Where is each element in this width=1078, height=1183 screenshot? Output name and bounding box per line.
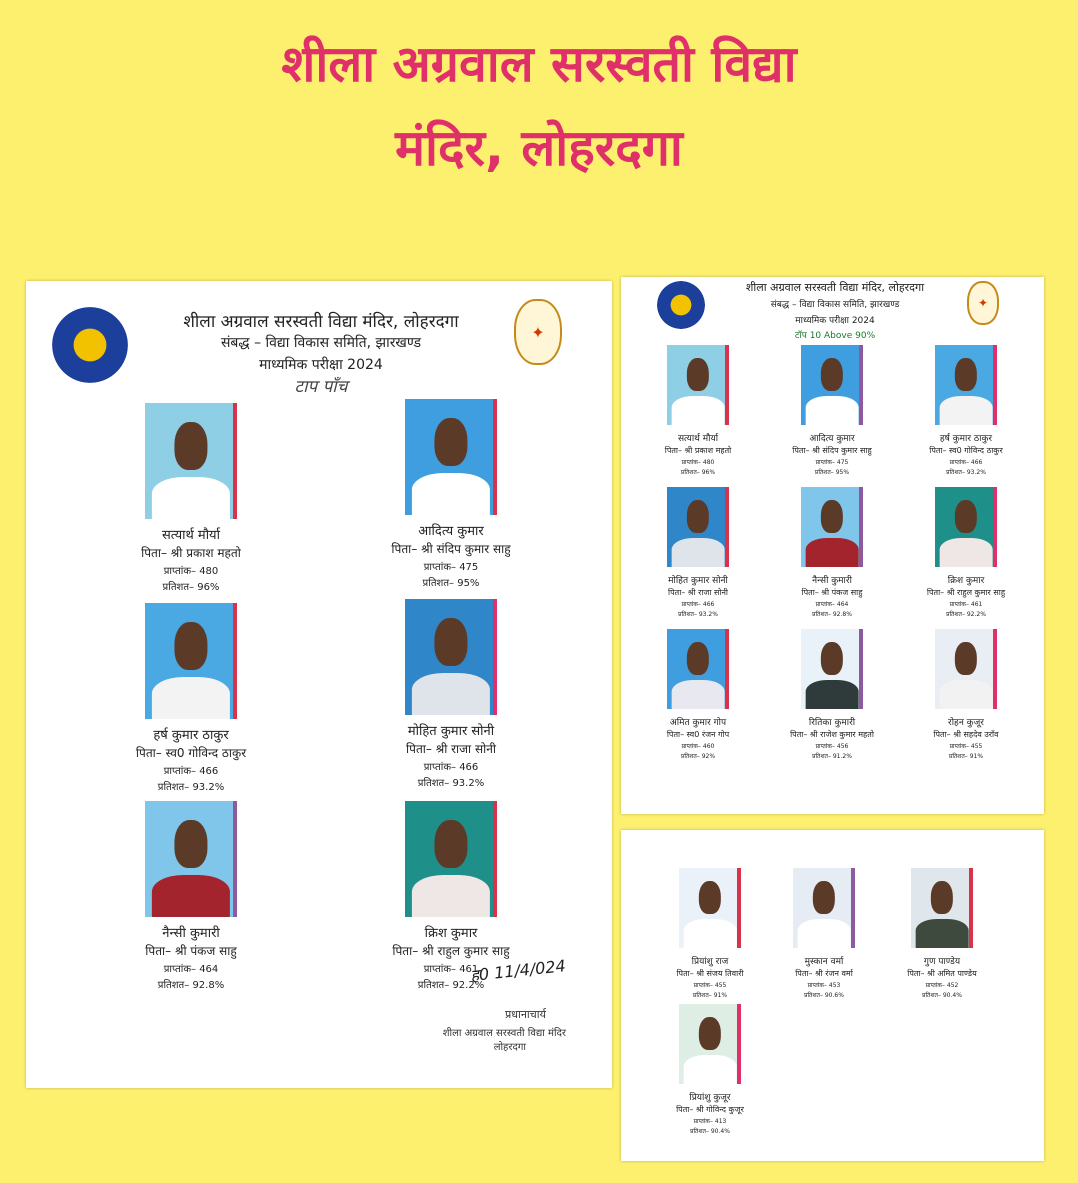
student-photo [405,599,497,715]
school-name-small: शीला अग्रवाल सरस्वती विद्या मंदिर, लोहरदगा [745,281,925,294]
student-photo [935,629,997,709]
student-name: नैन्सी कुमारी [162,926,220,941]
father-name: पिता– स्व0 गोविन्द ठाकुर [135,746,247,760]
student-name: मुस्कान वर्मा [804,957,844,967]
percentage: प्रतिशत– 91.2% [812,753,852,760]
student-card [899,629,1033,760]
percentage: प्रतिशत– 96% [162,582,220,593]
student-name: हर्ष कुमार ठाकुर [939,434,993,444]
student-photo [667,629,729,709]
percentage: प्रतिशत– 91% [948,753,984,760]
lamp-emblem-logo-small: ✦ [967,281,999,325]
percentage: प्रतिशत– 93.2% [157,782,225,793]
percentage: प्रतिशत– 92.8% [157,980,225,991]
student-card [86,603,296,793]
student-photo [793,868,855,948]
percentage: प्रतिशत– 90.4% [922,992,962,999]
percentage: प्रतिशत– 92.2% [946,611,986,618]
student-name: मोहित कुमार सोनी [668,576,728,586]
father-name: पिता– श्री पंकज साहु [145,944,237,958]
student-photo [935,345,997,425]
lamp-emblem-logo: ✦ [514,299,562,365]
student-card [877,868,1007,999]
student-photo [145,801,237,917]
student-name: आदित्य कुमार [418,524,484,539]
father-name: पिता– श्री संदिप कुमार साहु [792,446,872,455]
father-name: पिता– श्री अमित पाण्डेय [907,969,977,978]
marks: प्राप्तांक– 455 [949,743,983,750]
marks: प्राप्तांक– 464 [815,601,849,608]
student-card [765,629,899,760]
father-name: पिता– श्री गोविन्द कुजूर [676,1105,744,1114]
marks: प्राप्तांक– 466 [949,459,983,466]
student-card [759,868,889,999]
marks: प्राप्तांक– 461 [949,601,983,608]
student-photo [679,1004,741,1084]
school-emblem-logo [52,307,128,383]
page-title [0,22,1078,190]
marks: प्राप्तांक– 413 [693,1118,727,1125]
principal-place: लोहरदगा [493,1042,526,1053]
student-card [765,487,899,618]
student-card [899,345,1033,476]
percentage: प्रतिशत– 96% [680,469,716,476]
marks: प्राप्तांक– 455 [693,982,727,989]
father-name: पिता– श्री संदिप कुमार साहु [391,542,511,556]
marks: प्राप्तांक– 461 [423,964,479,975]
student-photo [405,801,497,917]
marks: प्राप्तांक– 453 [807,982,841,989]
principal-school: शीला अग्रवाल सरस्वती विद्या मंदिर [442,1028,566,1039]
student-name: प्रियांशु कुजूर [689,1093,731,1103]
student-photo [667,345,729,425]
marks: प्राप्तांक– 466 [681,601,715,608]
exam-name-small: माध्यमिक परीक्षा 2024 [795,316,875,326]
school-emblem-logo-small [657,281,705,329]
student-name: रितिका कुमारी [808,718,856,728]
student-photo [679,868,741,948]
student-name: रोहन कुजूर [948,718,984,728]
percentage: प्रतिशत– 95% [814,469,850,476]
student-name: क्रिश कुमार [424,926,478,941]
percentage: प्रतिशत– 92% [680,753,716,760]
student-card [631,629,765,760]
marks: प्राप्तांक– 460 [681,743,715,750]
marks: प्राप्तांक– 456 [815,743,849,750]
father-name: पिता– श्री राहुल कुमार साहु [926,588,1006,597]
student-photo [145,603,237,719]
student-card [645,1004,775,1135]
student-card [765,345,899,476]
father-name: पिता– स्व0 रंजन गोप [666,730,730,739]
student-card [86,801,296,991]
percentage: प्रतिशत– 93.2% [417,778,485,789]
percentage: प्रतिशत– 90.4% [690,1128,730,1135]
student-card [631,487,765,618]
father-name: पिता– श्री पंकज साहु [801,588,863,597]
student-card [899,487,1033,618]
student-name: क्रिश कुमार [947,576,985,586]
marks: प्राप्तांक– 480 [163,566,219,577]
student-name: नैन्सी कुमारी [812,576,852,586]
father-name: पिता– श्री राजा सोनी [668,588,728,597]
student-photo [801,629,863,709]
student-name: आदित्य कुमार [809,434,855,444]
student-card [346,599,556,789]
marks: प्राप्तांक– 475 [815,459,849,466]
father-name: पिता– श्री प्रकाश महतो [141,546,241,560]
percentage: प्रतिशत– 91% [692,992,728,999]
student-photo [145,403,237,519]
student-photo [935,487,997,567]
father-name: पिता– स्व0 गोविन्द ठाकुर [929,446,1003,455]
father-name: पिता– श्री राजा सोनी [406,742,496,756]
marks: प्राप्तांक– 475 [423,562,479,573]
student-photo [911,868,973,948]
signature-scribble: ह0 11/4/024 [469,956,567,986]
student-card [631,345,765,476]
father-name: पिता– श्री संजय तिवारी [676,969,744,978]
school-name: शीला अग्रवाल सरस्वती विद्या मंदिर, लोहरदगा [183,312,459,332]
top-ten-sheet [621,277,1044,814]
percentage: प्रतिशत– 93.2% [678,611,718,618]
title-line-1: शीला अग्रवाल सरस्वती विद्या [281,35,797,93]
marks: प्राप्तांक– 452 [925,982,959,989]
handwritten-top-five: टाप पाँच [294,377,348,397]
student-photo [405,399,497,515]
student-name: प्रियांशु राज [691,957,729,967]
student-card [645,868,775,999]
student-name: अमित कुमार गोप [669,718,727,728]
exam-name: माध्यमिक परीक्षा 2024 [259,357,383,373]
father-name: पिता– श्री राहुल कुमार साहु [392,944,510,958]
student-photo [801,487,863,567]
affiliation: संबद्ध – विद्या विकास समिति, झारखण्ड [220,335,422,351]
student-name: हर्ष कुमार ठाकुर [153,728,229,743]
principal-title: प्रधानाचार्य [504,1008,546,1021]
percentage: प्रतिशत– 93.2% [946,469,986,476]
remaining-students-sheet [621,830,1044,1161]
student-card [346,399,556,589]
marks: प्राप्तांक– 466 [163,766,219,777]
student-name: गुण पाण्डेय [923,957,961,967]
marks: प्राप्तांक– 466 [423,762,479,773]
student-photo [667,487,729,567]
student-name: सत्यार्थ मौर्या [162,528,220,543]
father-name: पिता– श्री रंजन वर्मा [795,969,853,978]
marks: प्राप्तांक– 480 [681,459,715,466]
affiliation-small: संबद्ध – विद्या विकास समिति, झारखण्ड [770,300,900,310]
father-name: पिता– श्री सहदेव उराँव [933,730,999,739]
percentage: प्रतिशत– 92.8% [812,611,852,618]
student-name: सत्यार्थ मौर्या [677,434,719,444]
title-line-2: मंदिर, लोहरदगा [395,119,683,177]
student-photo [801,345,863,425]
percentage: प्रतिशत– 95% [422,578,480,589]
student-name: मोहित कुमार सोनी [407,724,495,739]
student-card [86,403,296,593]
father-name: पिता– श्री प्रकाश महतो [664,446,732,455]
top-five-sheet [26,281,612,1088]
percentage: प्रतिशत– 92.2% [417,980,485,991]
father-name: पिता– श्री राजेश कुमार महतो [790,730,874,739]
percentage: प्रतिशत– 90.6% [804,992,844,999]
top-ten-subtitle: टॉप 10 Above 90% [794,331,876,341]
marks: प्राप्तांक– 464 [163,964,219,975]
